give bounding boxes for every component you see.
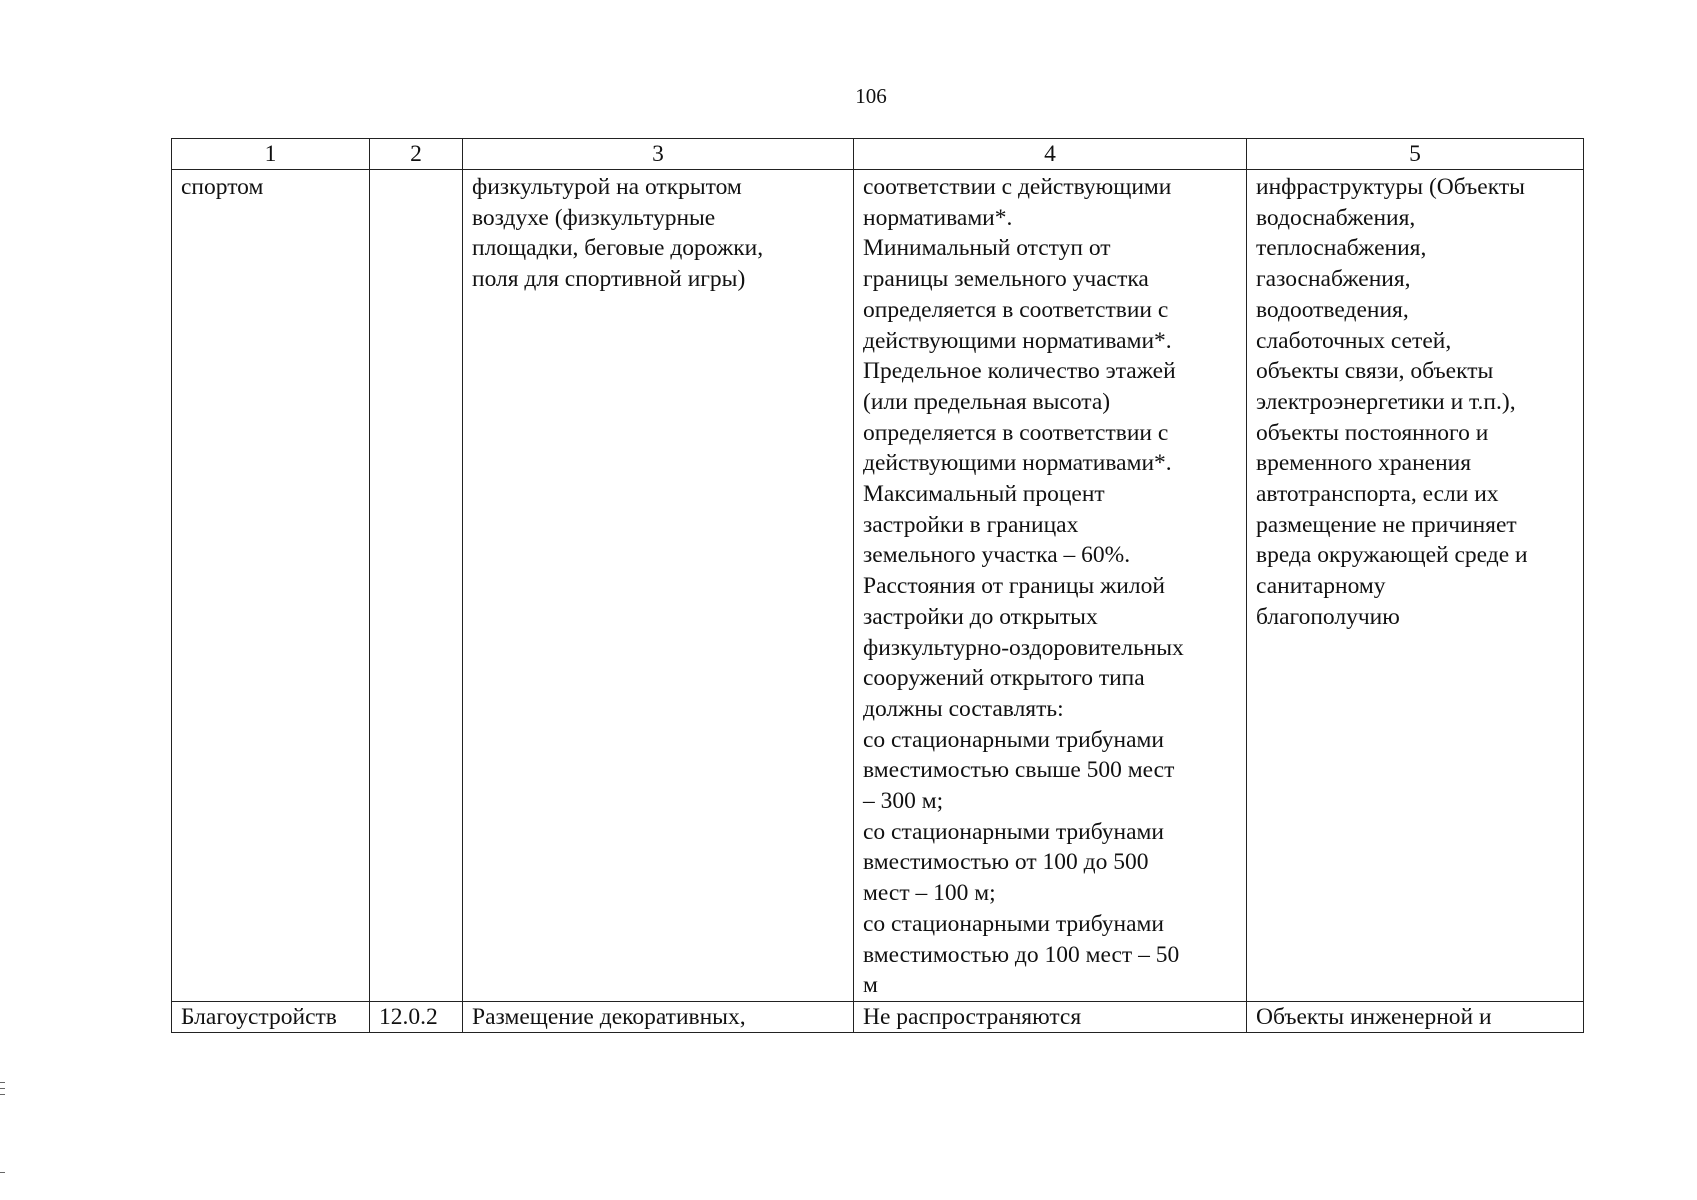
cell-text-line: благополучию	[1256, 603, 1400, 630]
cell-land-use-type	[172, 170, 370, 1002]
cell-text-line: водоотведения,	[1256, 296, 1409, 323]
cell-text-line: автотранспорта, если их	[1256, 481, 1499, 508]
table-row	[172, 170, 1584, 1002]
scan-edge-mark	[0, 1088, 5, 1089]
cell-text-line: нормативами*.	[863, 204, 1013, 231]
cell-text-line: размещение не причиняет	[1256, 511, 1517, 538]
cell-description	[463, 170, 854, 1002]
cell-text-line: электроэнергетики и т.п.),	[1256, 388, 1516, 415]
cell-text-line: физкультурой на открытом	[472, 174, 742, 200]
cell-auxiliary-uses	[1247, 170, 1584, 1002]
cell-text-line: вместимостью свыше 500 мест	[863, 757, 1175, 784]
regulations-table	[171, 138, 1584, 1033]
cell-text-line: м	[863, 972, 878, 999]
cell-text-line: границы земельного участка	[863, 266, 1149, 293]
cell-text-line: сооружений открытого типа	[863, 665, 1145, 692]
column-header-4: 4	[854, 139, 1247, 170]
cell-text-line: спортом	[181, 174, 264, 200]
column-header-2: 2	[370, 139, 463, 170]
cell-parameters	[854, 170, 1247, 1002]
cell-code	[370, 170, 463, 1002]
column-header-1: 1	[172, 139, 370, 170]
cell-text-line: действующими нормативами*.	[863, 450, 1172, 477]
cell-code: 12.0.2	[370, 1001, 463, 1032]
cell-text-line: вреда окружающей среде и	[1256, 542, 1528, 569]
scan-edge-mark	[0, 1082, 5, 1083]
cell-text-line: – 300 м;	[863, 788, 944, 815]
cell-text-line: определяется в соответствии с	[863, 296, 1169, 323]
cell-text-line: теплоснабжения,	[1256, 235, 1427, 262]
cell-text-line: инфраструктуры (Объекты	[1256, 174, 1525, 200]
cell-text-line: газоснабжения,	[1256, 266, 1411, 293]
cell-text-line: объекты связи, объекты	[1256, 358, 1494, 385]
cell-text-line: слаботочных сетей,	[1256, 327, 1452, 354]
cell-text-line: Минимальный отступ от	[863, 235, 1111, 262]
scan-edge-mark	[0, 1172, 5, 1173]
cell-text-line: водоснабжения,	[1256, 204, 1416, 231]
cell-text-line: Предельное количество этажей	[863, 358, 1176, 385]
cell-text-line: санитарному	[1256, 573, 1386, 600]
cell-text-line: воздухе (физкультурные	[472, 204, 716, 231]
column-header-3: 3	[463, 139, 854, 170]
table-row	[172, 1001, 1584, 1032]
cell-description: Размещение декоративных,	[463, 1001, 854, 1032]
cell-auxiliary-uses: Объекты инженерной и	[1247, 1001, 1584, 1032]
cell-text-line: вместимостью от 100 до 500	[863, 849, 1149, 876]
cell-text-line: мест – 100 м;	[863, 880, 996, 907]
cell-text-line: определяется в соответствии с	[863, 419, 1169, 446]
cell-text-line: со стационарными трибунами	[863, 818, 1164, 845]
cell-text-line: поля для спортивной игры)	[472, 266, 746, 293]
cell-text-line: (или предельная высота)	[863, 388, 1111, 415]
table-header-row	[172, 139, 1584, 170]
cell-text-line: должны составлять:	[863, 695, 1064, 722]
page-number: 106	[855, 84, 887, 108]
cell-text-line: действующими нормативами*.	[863, 327, 1172, 354]
cell-text-line: застройки до открытых	[863, 603, 1098, 630]
cell-text-line: со стационарными трибунами	[863, 910, 1164, 937]
cell-text-line: со стационарными трибунами	[863, 726, 1164, 753]
cell-text-line: Максимальный процент	[863, 481, 1105, 508]
cell-text-line: физкультурно-оздоровительных	[863, 634, 1184, 661]
cell-text-line: соответствии с действующими	[863, 174, 1172, 200]
scan-edge-mark	[0, 1094, 5, 1095]
cell-land-use-type: Благоустройств	[172, 1001, 370, 1032]
cell-text-line: объекты постоянного и	[1256, 419, 1489, 446]
cell-text-line: Расстояния от границы жилой	[863, 573, 1165, 600]
cell-text-line: площадки, беговые дорожки,	[472, 235, 764, 262]
cell-parameters: Не распространяются	[854, 1001, 1247, 1032]
cell-text-line: временного хранения	[1256, 450, 1472, 477]
cell-text-line: вместимостью до 100 мест – 50	[863, 941, 1180, 968]
cell-text-line: застройки в границах	[863, 511, 1079, 538]
cell-text-line: земельного участка – 60%.	[863, 542, 1131, 569]
column-header-5: 5	[1247, 139, 1584, 170]
